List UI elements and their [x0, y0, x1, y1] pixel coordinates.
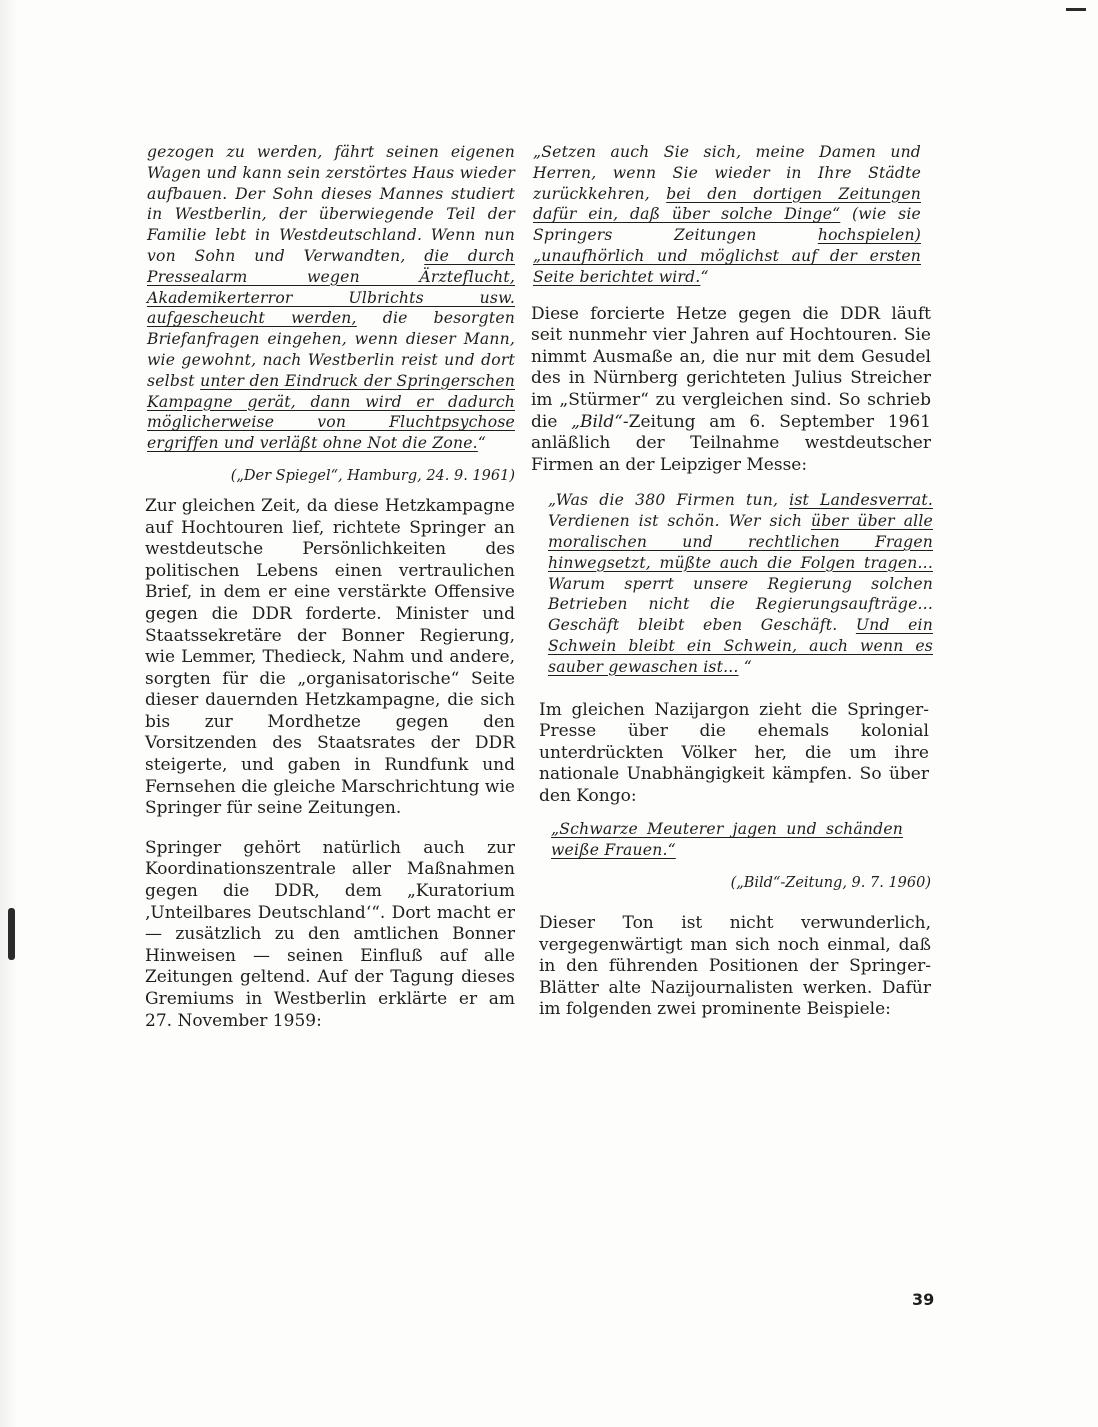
- source-spiegel: („Der Spiegel“, Hamburg, 24. 9. 1961): [230, 467, 515, 484]
- right-column: [531, 142, 931, 1021]
- page-number: 39: [912, 1290, 935, 1309]
- paragraph-nazijournalisten: Dieser Ton ist nicht verwunderlich, vergegenwärtigt man sich noch einmal, daß in den führenden Positionen der Springer-Blätter alte Nazijournalisten werken. Dafür im folgenden zwei prominente Beispiele:: [539, 913, 931, 1020]
- quote-spiegel: [147, 142, 515, 454]
- corner-mark: [1066, 8, 1086, 11]
- quote-text: „Was die 380 Firmen tun,: [548, 491, 790, 510]
- underlined-passage: über über alle moralischen und rechtlichen Fragen hinwegsetzt, müßte auch die Folgen tragen...: [548, 512, 933, 572]
- edge-smudge: [8, 908, 15, 960]
- underlined-passage: die durch Pressealarm wegen Ärzteflucht, Akademikerterror Ulbrichts usw. aufgescheucht werden,: [147, 246, 515, 328]
- underlined-passage: Und ein Schwein bleibt ein Schwein, auch wenn es sauber gewaschen ist...: [548, 616, 933, 676]
- quote-text: “: [738, 657, 752, 676]
- source-bild: („Bild“-Zeitung, 9. 7. 1960): [730, 875, 931, 892]
- paragraph-text: Diese forcierte Hetze gegen die DDR läuft seit nunmehr vier Jahren auf Hochtouren. Sie nimmt Ausmaße an, die nur mit dem Gesudel des in Nürnberg gerichteten Julius Streicher im „Stürmer“ zu vergleichen sind. So schrieb die: [531, 303, 931, 432]
- paragraph-hetzkampagne: Zur gleichen Zeit, da diese Hetzkampagne auf Hochtouren lief, richtete Springer an westdeutsche Persönlichkeiten des politischen Lebens einen vertraulichen Brief, in dem er eine verstärkte Offensive gegen die DDR forderte. Minister und Staatssekretäre der Bonner Regierung, wie Lemmer, Thedieck, Nahm und andere, sorgten für die „organisatorische“ Seite dieser dauernden Hetzkampagne, die sich bis zur Mordhetze gegen den Vorsitzenden des Staatsrates der DDR steigerte, und gaben in Rundfunk und Fernsehen die gleiche Marschrichtung wie Springer für seine Zeitungen.: [145, 495, 515, 819]
- paragraph-forcierte-hetze: [531, 304, 931, 477]
- quote-text: gezogen zu werden, fährt seinen eigenen Wagen und kann sein zerstörtes Haus wieder aufbauen. Der Sohn dieses Mannes studiert in Westberlin, der überwiegende Teil der Familie lebt in Westdeutschland. Wenn nun von Sohn und Verwandten,: [147, 143, 515, 265]
- underlined-passage: bei den dortigen Zeitungen dafür ein, daß über solche Dinge“: [533, 184, 921, 224]
- quote-text: die besorgten Briefanfragen eingehen, wenn dieser Mann, wie gewohnt, nach Westberlin reist und dort selbst: [147, 309, 515, 390]
- quote-text: “: [477, 434, 487, 453]
- quote-springer-speech: [533, 142, 921, 288]
- scan-shadow: [0, 0, 18, 1427]
- underlined-passage: ist Landesverrat.: [789, 491, 933, 510]
- quote-text: „Setzen auch Sie sich, meine Damen und Herren, wenn Sie wieder in Ihre Städte zurückkehren,: [533, 143, 921, 203]
- quote-bild-messe: [548, 490, 933, 677]
- paragraph-kuratorium: Springer gehört natürlich auch zur Koordinationszentrale aller Maßnahmen gegen die DDR, dem „Kuratorium ‚Unteilbares Deutschland‘“. Dort macht er — zusätzlich zu den amtlichen Bonner Hinweisen — seinen Einfluß auf alle Zeitungen geltend. Auf der Tagung dieses Gremiums in Westberlin erklärte er am 27. November 1959:: [145, 837, 515, 1031]
- quote-bild-kongo: [551, 819, 903, 861]
- paragraph-nazijargon: Im gleichen Nazijargon zieht die Springer-Presse über die ehemals kolonial unterdrückten Völker her, die um ihre nationale Unabhängigkeit kämpfen. So über den Kongo:: [539, 699, 929, 806]
- quote-text: “: [700, 267, 709, 286]
- left-column: [145, 142, 515, 1032]
- quote-text: Verdienen ist schön. Wer sich: [548, 512, 811, 531]
- underlined-passage: unter den Eindruck der Springerschen Kampagne gerät, dann wird er dadurch möglicherweise von Fluchtpsychose ergriffen und verläßt ohne Not die Zone.: [147, 371, 515, 453]
- quote-text: (wie sie Springers Zeitungen: [533, 205, 921, 245]
- underlined-passage: „Schwarze Meuterer jagen und schänden weiße Frauen.“: [551, 820, 903, 860]
- quote-text: Warum sperrt unsere Regierung solchen Betrieben nicht die Regierungsaufträge... Geschäft bleibt eben Geschäft.: [548, 574, 933, 635]
- bild-title: „Bild“: [571, 411, 623, 432]
- underlined-passage: hochspielen) „unaufhörlich und möglichst auf der ersten Seite berichtet wird.: [533, 226, 921, 286]
- paragraph-text: -Zeitung am 6. September 1961 anläßlich der Teilnahme westdeutscher Firmen an der Leipziger Messe:: [531, 411, 931, 475]
